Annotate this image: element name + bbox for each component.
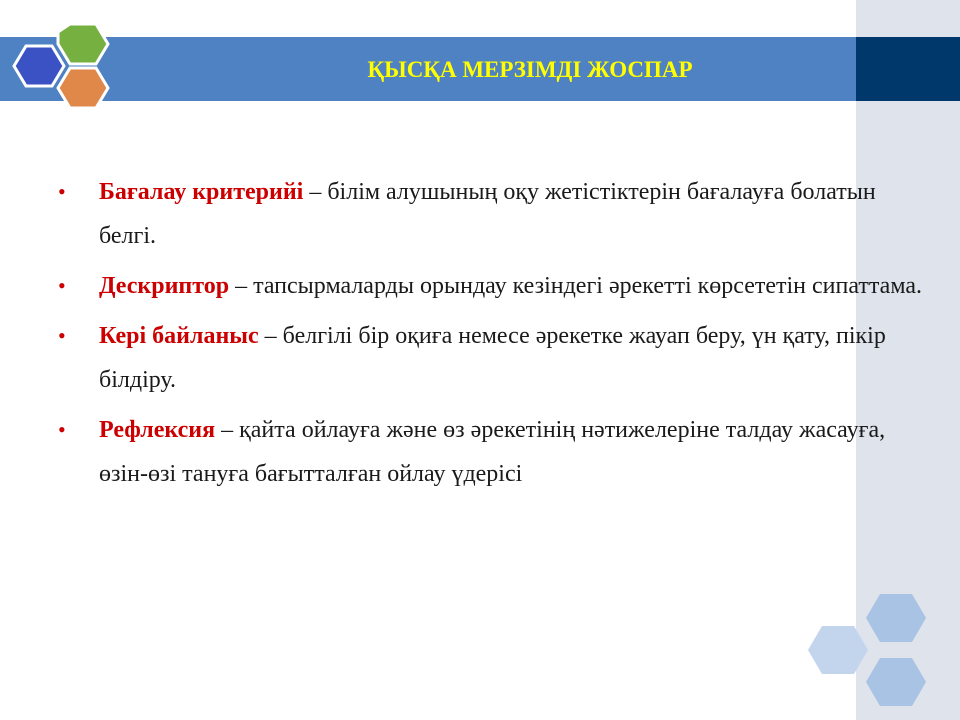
bullet-icon: • xyxy=(58,179,66,204)
list-item xyxy=(56,264,936,308)
hexagon-logo-icon xyxy=(8,20,120,120)
term-label: Дескриптор xyxy=(99,273,230,299)
list-item xyxy=(56,408,936,496)
definition-list xyxy=(56,170,936,502)
list-item xyxy=(56,314,936,402)
bullet-icon: • xyxy=(58,273,66,298)
hex-green-icon xyxy=(58,24,108,64)
definition-text: – білім алушының оқу жетістіктерін бағалауға болатын белгі. xyxy=(99,179,876,249)
hex-blue-icon xyxy=(14,46,64,86)
list-item xyxy=(56,170,936,258)
definition-text: – белгілі бір оқиға немесе әрекетке жауап беру, үн қату, пікір білдіру. xyxy=(99,323,886,393)
term-label: Рефлексия xyxy=(99,417,216,443)
bullet-icon: • xyxy=(58,323,66,348)
bullet-icon: • xyxy=(58,417,66,442)
decorative-hexagons-icon xyxy=(800,588,960,720)
definition-text: – тапсырмаларды орындау кезіндегі әрекетті көрсететін сипаттама. xyxy=(229,273,922,299)
definition-text: – қайта ойлауға және өз әрекетінің нәтижелеріне талдау жасауға, өзін-өзі тануға бағытталған ойлау үдерісі xyxy=(99,417,886,487)
title-bar-accent xyxy=(856,37,960,101)
slide-title: ҚЫСҚА МЕРЗІМДІ ЖОСПАР xyxy=(367,57,693,82)
term-label: Кері байланыс xyxy=(99,323,259,349)
term-label: Бағалау критерийі xyxy=(99,179,304,205)
hex-orange-icon xyxy=(58,68,108,108)
